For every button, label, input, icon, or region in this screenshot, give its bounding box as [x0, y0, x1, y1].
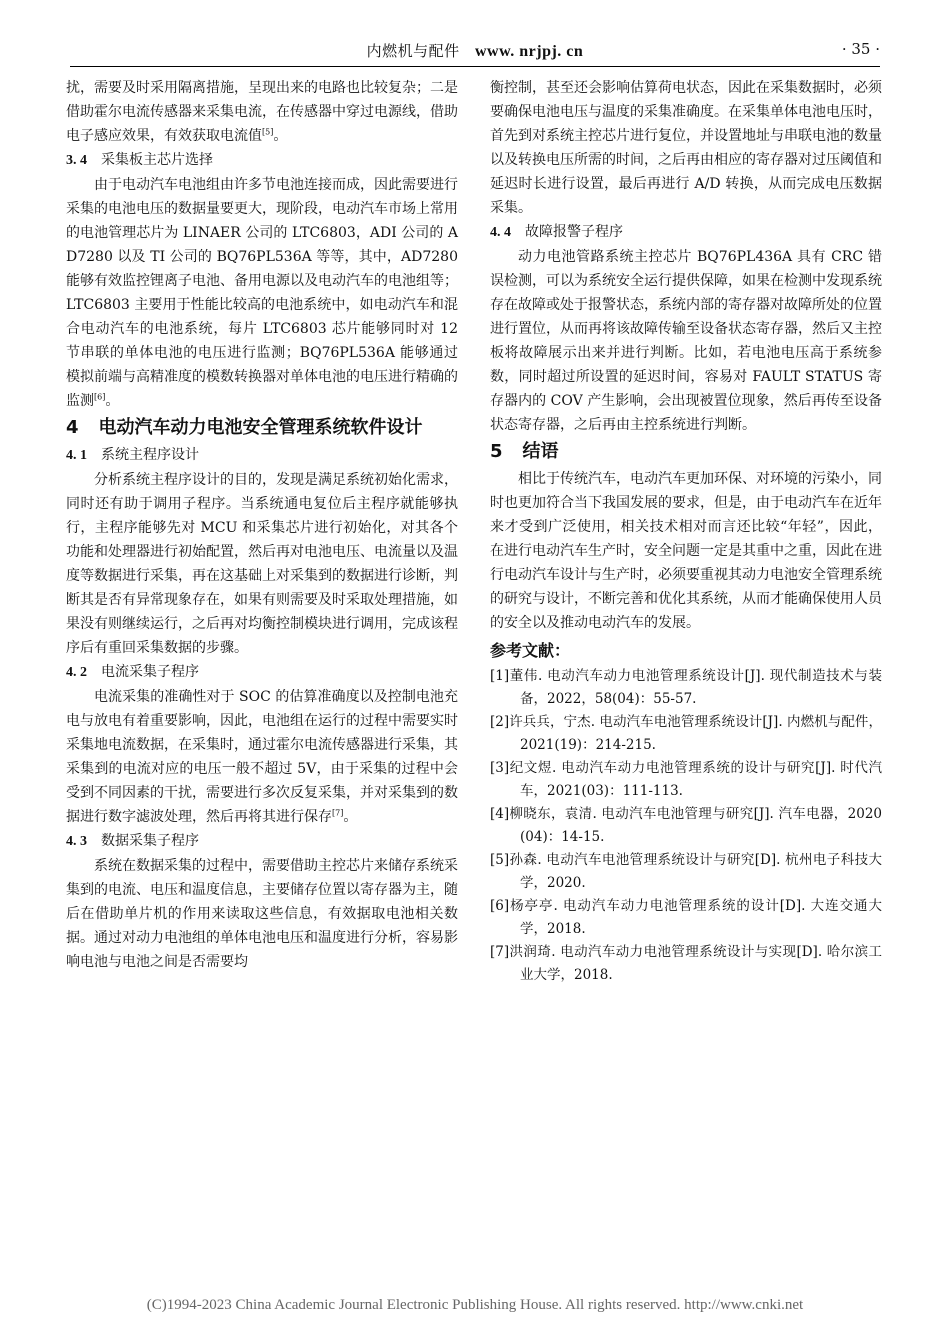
- copyright-footer: (C)1994-2023 China Academic Journal Electronic Publishing House. All rights reserved. http://www.cnki.net: [146, 1297, 804, 1313]
- references-list: [490, 665, 882, 987]
- running-header: [70, 36, 880, 67]
- reference-item: [7]洪润琦. 电动汽车动力电池管理系统设计与实现[D]. 哈尔滨工业大学，2018.: [490, 944, 882, 983]
- section-heading-4-2: 4. 2 电流采集子程序: [66, 664, 199, 680]
- reference-item: [4]柳晓东，袁清. 电动汽车电池管理与研究[J]. 汽车电器，2020(04)：14-15.: [490, 806, 882, 845]
- section-heading-4-1: 4. 1 系统主程序设计: [66, 447, 199, 463]
- reference-item: [5]孙森. 电动汽车电池管理系统设计与研究[D]. 杭州电子科技大学，2020.: [490, 852, 882, 891]
- left-column: [66, 76, 458, 974]
- journal-url: www. nrjpj. cn: [474, 43, 584, 60]
- reference-item: [6]杨亭亭. 电动汽车动力电池管理系统的设计[D]. 大连交通大学，2018.: [490, 898, 882, 937]
- citation-ref: [6]: [94, 392, 106, 402]
- section-heading-5: 5 结语: [490, 441, 559, 462]
- reference-item: [2]许兵兵，宁杰. 电动汽车电池管理系统设计[J]. 内燃机与配件，2021(19)：214-215.: [490, 714, 882, 753]
- paragraph-4-3-continued: 衡控制，甚至还会影响估算荷电状态，因此在采集数据时，必须要确保电池电压与温度的采集准确度。在采集单体电池电压时，首先到对系统主控芯片进行复位，并设置地址与串联电池的数量以及转换电压所需的时间，之后再由相应的寄存器对过压阈值和延迟时长进行设置，最后再进行 A/D 转换，从而完成电压数据采集。: [490, 80, 882, 216]
- paragraph-4-2: 电流采集的准确性对于 SOC 的估算准确度以及控制电池充电与放电有着重要影响，因此，电池组在运行的过程中需要实时采集地电流数据，在采集时，通过霍尔电流传感器进行采集，其采集到的电流对应的电压一般不超过 5V，由于采集的过程中会受到不同因素的干扰，需要进行多次反复采集，并对采集到的数据进行数字滤波处理，然后再将其进行保存[7]。: [66, 689, 458, 825]
- header-journal-line: [70, 40, 880, 61]
- citation-ref: [5]: [262, 127, 274, 137]
- paragraph-5: 相比于传统汽车，电动汽车更加环保、对环境的污染小，同时也更加符合当下我国发展的要求，但是，由于电动汽车在近年来才受到广泛使用，相关技术相对而言还比较“年轻”，因此，在进行电动汽车生产时，安全问题一定是其重中之重，因此在进行电动汽车设计与生产时，必须要重视其动力电池安全管理系统的研究与设计，不断完善和优化其系统，从而才能确保使用人员的安全以及推动电动汽车的发展。: [490, 471, 882, 631]
- paragraph-3-4: 由于电动汽车电池组由许多节电池连接而成，因此需要进行采集的电池电压的数据量要更大，现阶段，电动汽车市场上常用的电池管理芯片为 LINAER 公司的 LTC6803，ADI 公司的 AD7280 以及 TI 公司的 BQ76PL536A 等等，其中，AD7280 能够有效监控锂离子电池、备用电源以及电动汽车的电池组等；LTC6803 主要用于性能比较高的电池系统中，如电动汽车和混合电动汽车的电池系统，每片 LTC6803 芯片能够同时对 12 节串联的单体电池的电压进行监测；BQ76PL536A 能够通过模拟前端与高精准度的模数转换器对单体电池的电压进行精确的监测[6]。: [66, 177, 458, 409]
- section-heading-4: 4 电动汽车动力电池安全管理系统软件设计: [66, 417, 423, 438]
- paragraph-4-1: 分析系统主程序设计的目的，发现是满足系统初始化需求，同时还有助于调用子程序。当系统通电复位后主程序就能够执行，主程序能够先对 MCU 和采集芯片进行初始化，对其各个功能和处理器进行初始配置，然后再对电池电压、电流量以及温度等数据进行采集，再在这基础上对采集到的数据进行诊断，判断其是否有异常现象存在，如果有则需要及时采取处理措施，如果没有则继续运行，之后再对均衡控制模块进行调用，完成该程序后有重回采集数据的步骤。: [66, 472, 458, 656]
- reference-item: [3]纪文煜. 电动汽车动力电池管理系统的设计与研究[J]. 时代汽车，2021(03)：111-113.: [490, 760, 882, 799]
- journal-name: 内燃机与配件: [366, 42, 460, 60]
- section-heading-3-4: 3. 4 采集板主芯片选择: [66, 152, 213, 168]
- section-heading-4-3: 4. 3 数据采集子程序: [66, 833, 199, 849]
- section-heading-4-4: 4. 4 故障报警子程序: [490, 224, 623, 240]
- page-number: · 35 ·: [841, 40, 880, 58]
- citation-ref: [7]: [332, 808, 344, 818]
- paragraph-intro-continued: 扰，需要及时采用隔离措施，呈现出来的电路也比较复杂；二是借助霍尔电流传感器来采集电流，在传感器中穿过电源线，借助电子感应效果，有效获取电流值[5]。: [66, 80, 458, 144]
- reference-item: [1]董伟. 电动汽车动力电池管理系统设计[J]. 现代制造技术与装备，2022，58(04)：55-57.: [490, 668, 882, 707]
- paragraph-4-4: 动力电池管路系统主控芯片 BQ76PL436A 具有 CRC 错误检测，可以为系统安全运行提供保障，如果在检测中发现系统存在故障或处于报警状态，系统内部的寄存器对故障所处的位置进行置位，从而再将该故障传输至设备状态寄存器，然后又主控板将故障展示出来并进行判断。比如，若电池电压高于系统参数，同时超过所设置的延迟时间，容易对 FAULT STATUS 寄存器内的 COV 产生影响，会出现被置位现象，然后再传至设备状态寄存器，之后再由主控系统进行判断。: [490, 249, 882, 433]
- references-heading: 参考文献：: [490, 641, 571, 660]
- paragraph-4-3: 系统在数据采集的过程中，需要借助主控芯片来储存系统采集到的电流、电压和温度信息，主要储存位置以寄存器为主，随后在借助单片机的作用来读取这些信息，有效据取电池相关数据。通过对动力电池组的单体电池电压和温度进行分析，容易影响电池与电池之间是否需要均: [66, 858, 458, 970]
- right-column: [490, 76, 882, 987]
